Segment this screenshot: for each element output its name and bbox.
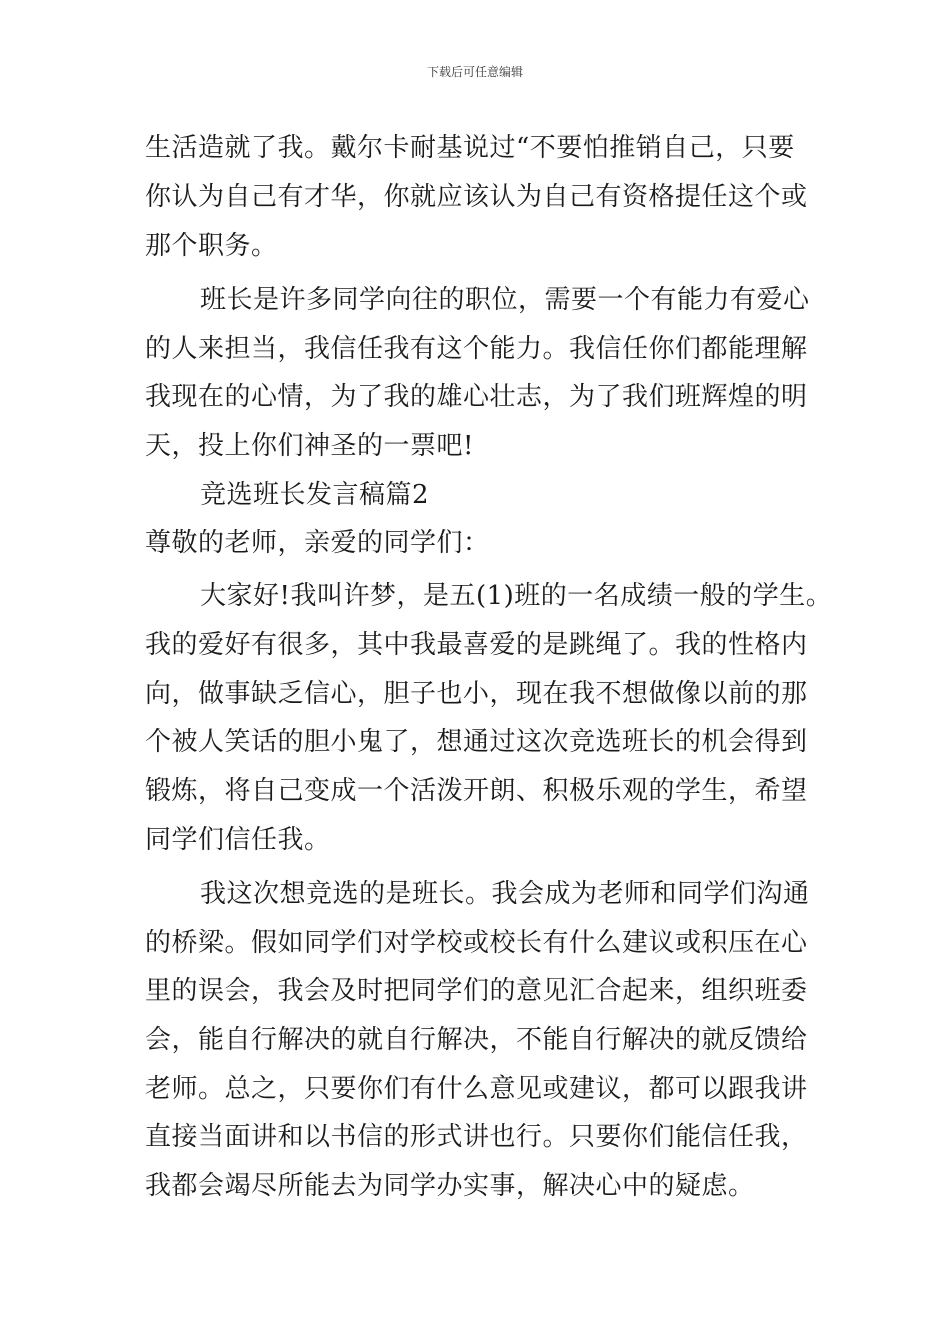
text-line: 同学们信任我。 bbox=[145, 825, 331, 855]
text-line: 向，做事缺乏信心，胆子也小，现在我不想做像以前的那 bbox=[145, 679, 808, 709]
paragraph-first-line: 大家好!我叫许梦，是五(1)班的一名成绩一般的学生。 bbox=[200, 581, 833, 611]
text-line: 会，能自行解决的就自行解决，不能自行解决的就反馈给 bbox=[145, 1025, 808, 1055]
text-line: 里的误会，我会及时把同学们的意见汇合起来，组织班委 bbox=[145, 976, 808, 1006]
text-line: 直接当面讲和以书信的形式讲也行。只要你们能信任我， bbox=[145, 1122, 808, 1152]
text-line: 的桥梁。假如同学们对学校或校长有什么建议或积压在心 bbox=[145, 928, 808, 958]
salutation: 尊敬的老师，亲爱的同学们： bbox=[145, 528, 490, 558]
text-line: 生活造就了我。戴尔卡耐基说过“不要怕推销自己，只要 bbox=[145, 133, 795, 163]
text-line: 锻炼，将自己变成一个活泼开朗、积极乐观的学生，希望 bbox=[145, 776, 808, 806]
text-line: 个被人笑话的胆小鬼了，想通过这次竞选班长的机会得到 bbox=[145, 727, 808, 757]
text-line: 你认为自己有才华，你就应该认为自己有资格提任这个或 bbox=[145, 182, 808, 212]
text-line: 我的爱好有很多，其中我最喜爱的是跳绳了。我的性格内 bbox=[145, 630, 808, 660]
text-line: 老师。总之，只要你们有什么意见或建议，都可以跟我讲 bbox=[145, 1074, 808, 1104]
paragraph-first-line: 我这次想竞选的是班长。我会成为老师和同学们沟通 bbox=[200, 879, 810, 909]
text-line: 我现在的心情，为了我的雄心壮志，为了我们班辉煌的明 bbox=[145, 382, 808, 412]
text-line: 那个职务。 bbox=[145, 231, 278, 261]
page-header: 下载后可任意编辑 bbox=[426, 65, 523, 79]
text-line: 的人来担当，我信任我有这个能力。我信任你们都能理解 bbox=[145, 334, 808, 364]
paragraph-first-line: 班长是许多同学向往的职位，需要一个有能力有爱心 bbox=[200, 285, 810, 315]
text-line: 我都会竭尽所能去为同学办实事，解决心中的疑虑。 bbox=[145, 1171, 755, 1201]
text-line: 天，投上你们神圣的一票吧! bbox=[145, 431, 474, 461]
section-title: 竞选班长发言稿篇2 bbox=[200, 480, 430, 510]
